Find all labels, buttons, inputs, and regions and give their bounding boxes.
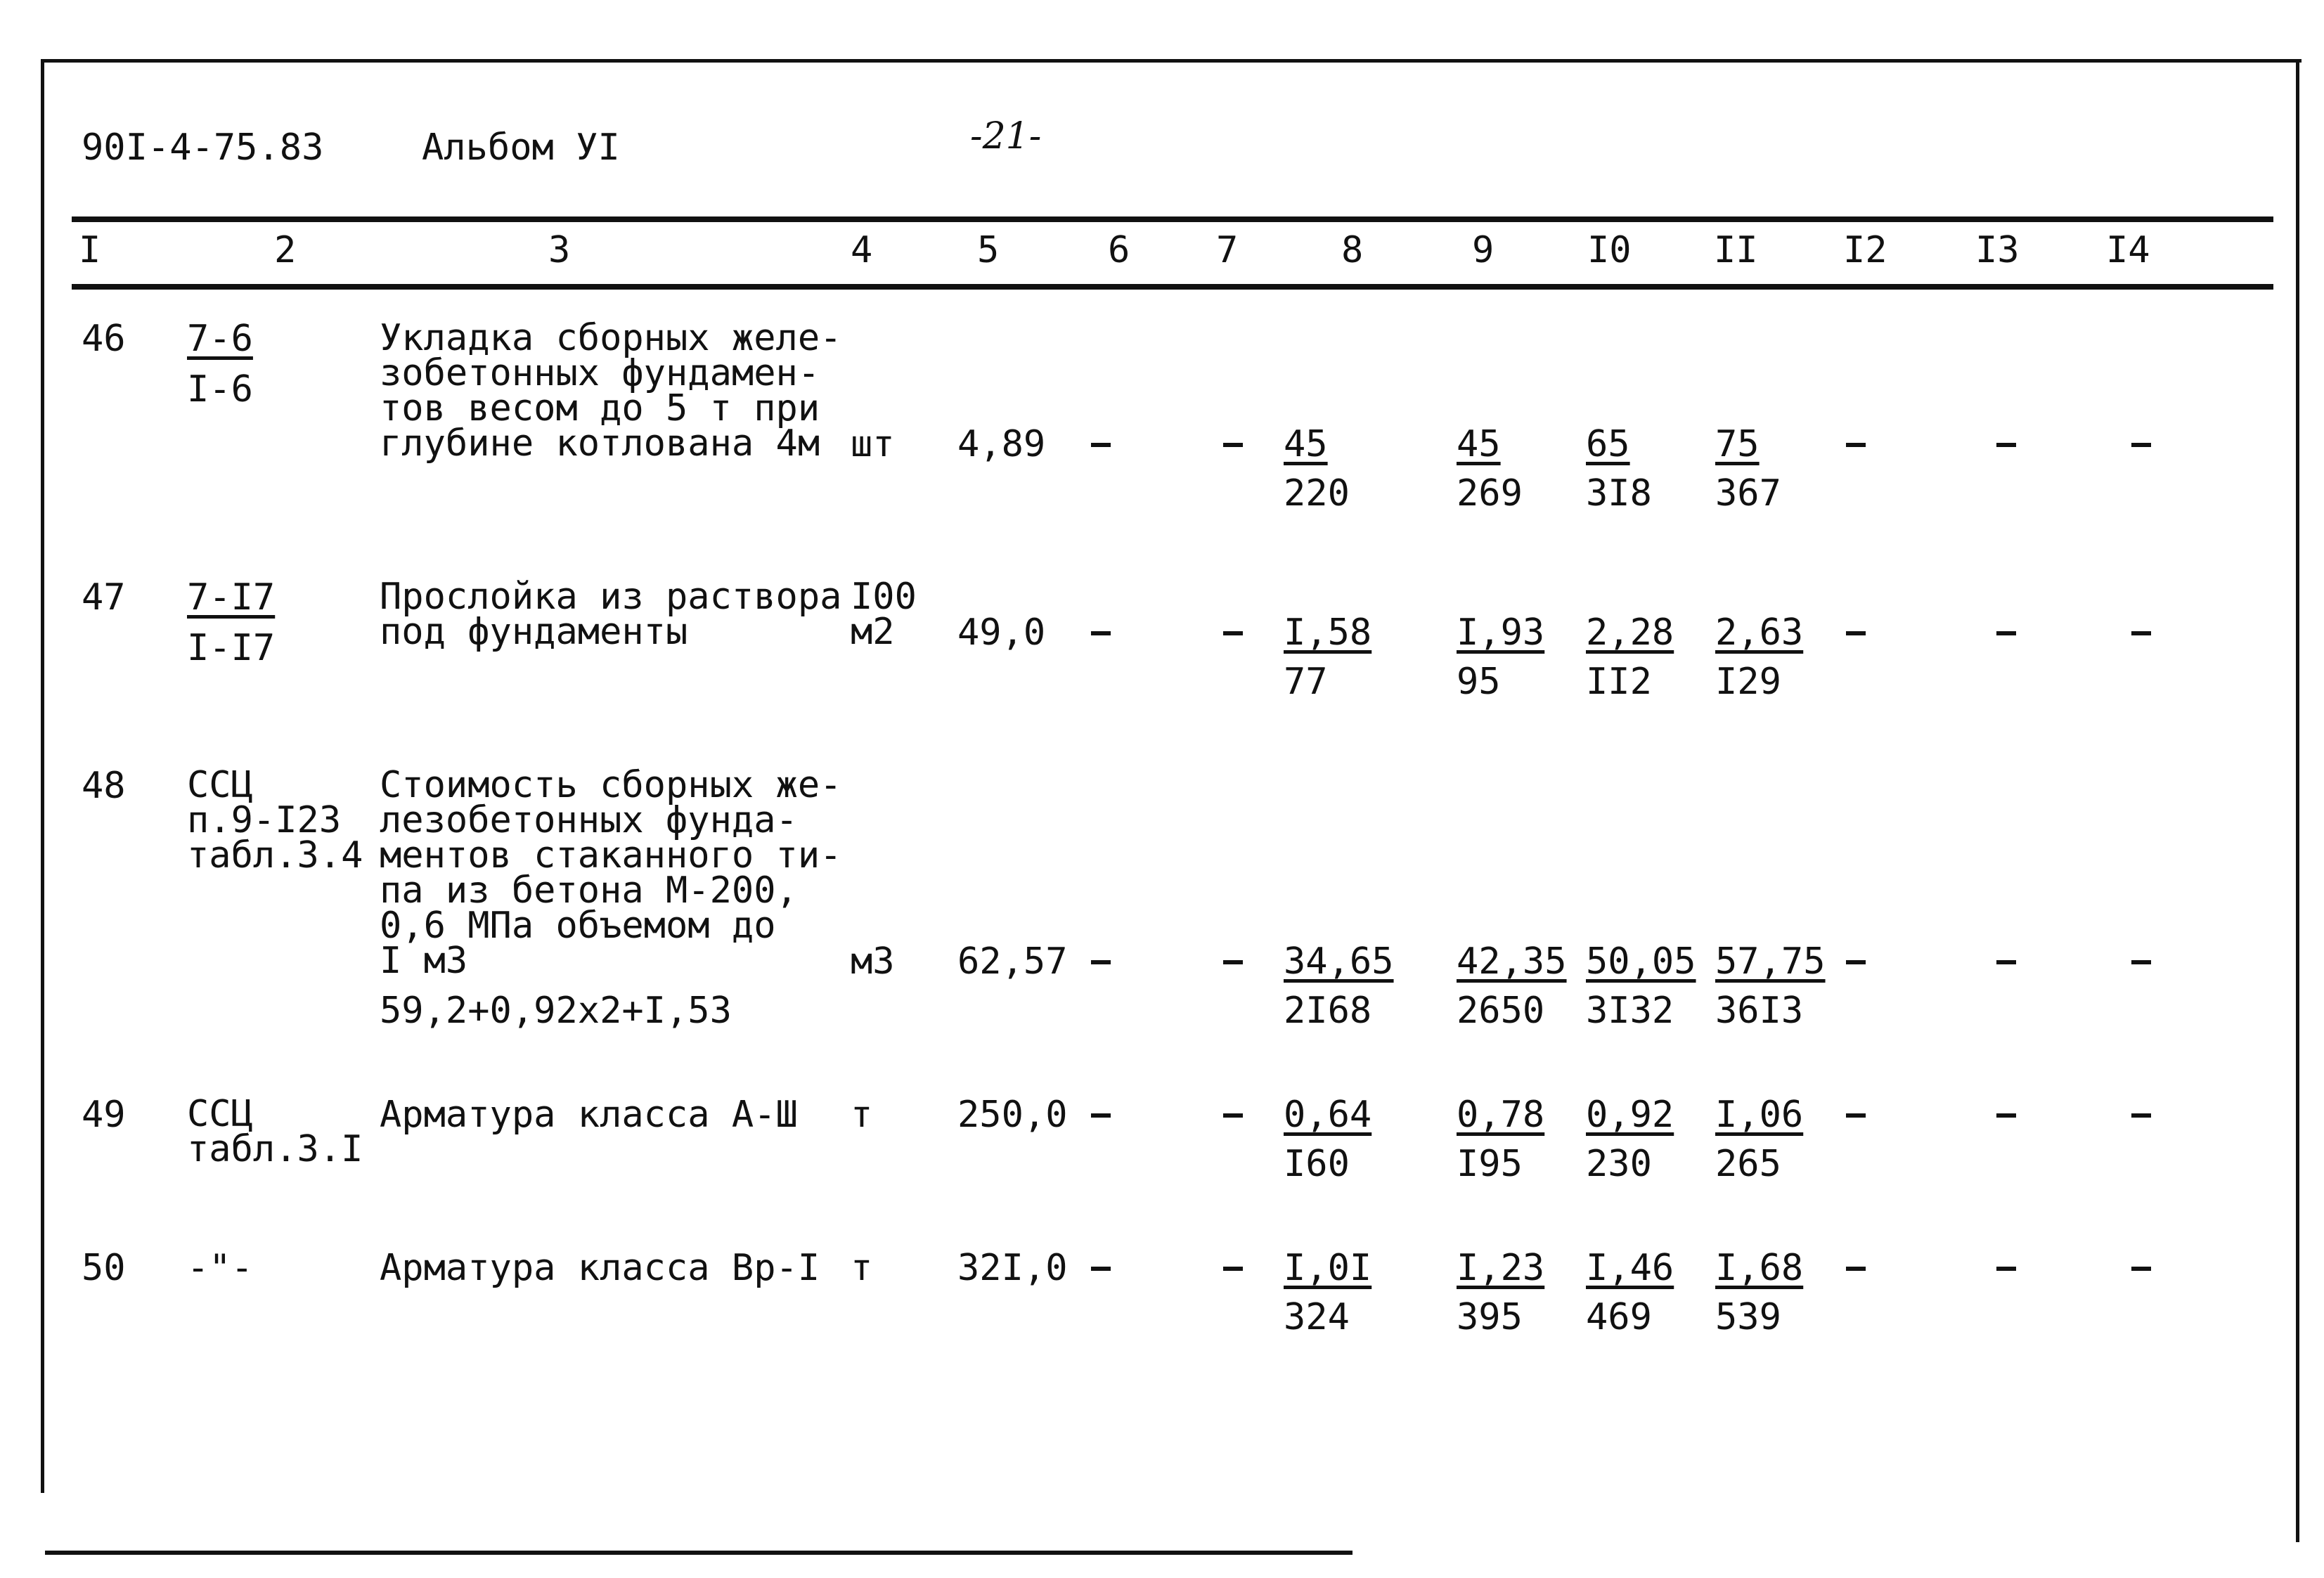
qty-cost-bottom: 220 xyxy=(1284,472,1350,515)
dash-col-14 xyxy=(2131,443,2151,447)
rate-code-line: -"- xyxy=(187,1247,253,1289)
unit: т xyxy=(851,1247,873,1289)
unit: м3 xyxy=(851,940,895,983)
qty-cost-bottom: 395 xyxy=(1457,1296,1523,1338)
column-number: 9 xyxy=(1472,229,1495,271)
qty-cost-top: I,93 xyxy=(1457,612,1545,654)
rate-code-line: ССЦ xyxy=(187,764,253,806)
dash-col-14 xyxy=(2131,1113,2151,1118)
qty-cost-bottom: 269 xyxy=(1457,472,1523,515)
frame-top-border xyxy=(41,59,2302,63)
frame-left-border xyxy=(41,59,44,1493)
rate-code-line: п.9-I23 xyxy=(187,799,342,841)
dash-col-13 xyxy=(1996,443,2016,447)
qty-cost-top: I,0I xyxy=(1284,1247,1372,1289)
row-number: 47 xyxy=(82,576,126,619)
description-line: тов весом до 5 т при xyxy=(380,387,820,429)
column-number: 2 xyxy=(274,229,297,271)
row-number: 46 xyxy=(82,318,126,360)
rate-code-line: табл.3.I xyxy=(187,1128,363,1170)
row-number: 49 xyxy=(82,1094,126,1136)
column-number: I4 xyxy=(2106,229,2150,271)
header-rule-bottom xyxy=(72,284,2273,290)
description-line: па из бетона М-200, xyxy=(380,869,798,912)
qty-cost-top: 0,92 xyxy=(1586,1094,1674,1136)
qty-cost-bottom: 469 xyxy=(1586,1296,1652,1338)
dash-col-6 xyxy=(1091,1267,1111,1271)
qty-cost-top: I,06 xyxy=(1715,1094,1804,1136)
description-line: лезобетонных фунда- xyxy=(380,799,798,841)
qty-cost-top: 2,28 xyxy=(1586,612,1674,654)
qty-cost-bottom: 95 xyxy=(1457,661,1501,703)
row-number: 48 xyxy=(82,765,126,807)
dash-col-14 xyxy=(2131,1267,2151,1271)
qty-cost-top: 45 xyxy=(1284,423,1328,465)
rate-code-top: 7-I7 xyxy=(187,576,276,619)
unit: I00 м2 xyxy=(851,576,917,653)
description-line: Прослойка из раствора xyxy=(380,576,842,618)
dash-col-12 xyxy=(1846,1267,1866,1271)
dash-col-12 xyxy=(1846,1113,1866,1118)
description-line: I м3 xyxy=(380,940,468,982)
qty-cost-bottom: 3I8 xyxy=(1586,472,1652,515)
qty-cost-top: 0,78 xyxy=(1457,1094,1545,1136)
description-line: зобетонных фундамен- xyxy=(380,352,820,394)
description-line: ментов стаканного ти- xyxy=(380,834,842,877)
document-code: 90I-4-75.83 xyxy=(82,127,324,169)
column-number: 4 xyxy=(851,229,873,271)
qty-cost-bottom: I95 xyxy=(1457,1143,1523,1185)
description-line: глубине котлована 4м xyxy=(380,422,820,465)
qty-cost-bottom: I60 xyxy=(1284,1143,1350,1185)
unit-price: 49,0 xyxy=(957,612,1046,654)
dash-col-12 xyxy=(1846,443,1866,447)
row-number: 50 xyxy=(82,1247,126,1289)
qty-cost-bottom: 3I32 xyxy=(1586,990,1674,1032)
rate-code-bottom: I-I7 xyxy=(187,627,276,669)
column-number: I0 xyxy=(1587,229,1632,271)
qty-cost-top: 65 xyxy=(1586,423,1630,465)
qty-cost-top: 75 xyxy=(1715,423,1760,465)
qty-cost-bottom: 36I3 xyxy=(1715,990,1804,1032)
dash-col-7 xyxy=(1223,1113,1243,1118)
qty-cost-top: I,68 xyxy=(1715,1247,1804,1289)
frame-right-border xyxy=(2296,59,2299,1542)
qty-cost-bottom: I29 xyxy=(1715,661,1781,703)
unit-price: 32I,0 xyxy=(957,1247,1068,1289)
qty-cost-top: 45 xyxy=(1457,423,1501,465)
dash-col-7 xyxy=(1223,443,1243,447)
rate-code-line: ССЦ xyxy=(187,1093,253,1135)
dash-col-7 xyxy=(1223,631,1243,635)
unit: т xyxy=(851,1094,873,1136)
qty-cost-bottom: 230 xyxy=(1586,1143,1652,1185)
dash-col-13 xyxy=(1996,1113,2016,1118)
column-number: I3 xyxy=(1975,229,2020,271)
qty-cost-bottom: 265 xyxy=(1715,1143,1781,1185)
column-number: 8 xyxy=(1341,229,1364,271)
rate-code-top: 7-6 xyxy=(187,318,253,360)
description-line: под фундаменты xyxy=(380,611,688,653)
qty-cost-bottom: 2I68 xyxy=(1284,990,1372,1032)
column-number: I2 xyxy=(1843,229,1887,271)
column-number: II xyxy=(1714,229,1758,271)
bottom-rule xyxy=(45,1551,1353,1555)
column-number: 7 xyxy=(1216,229,1239,271)
page-number: -21- xyxy=(970,115,1042,157)
column-number: 5 xyxy=(977,229,1000,271)
dash-col-12 xyxy=(1846,631,1866,635)
qty-cost-bottom: 367 xyxy=(1715,472,1781,515)
qty-cost-top: I,23 xyxy=(1457,1247,1545,1289)
album-label: Альбом УI xyxy=(422,127,620,169)
description-line: Арматура класса А-Ш xyxy=(380,1094,798,1136)
dash-col-7 xyxy=(1223,960,1243,964)
description-line: Стоимость сборных же- xyxy=(380,764,842,806)
dash-col-6 xyxy=(1091,960,1111,964)
qty-cost-bottom: 2650 xyxy=(1457,990,1545,1032)
price-formula: 59,2+0,92х2+I,53 xyxy=(380,990,732,1032)
unit-price: 4,89 xyxy=(957,423,1046,465)
qty-cost-top: 57,75 xyxy=(1715,940,1826,983)
qty-cost-top: 42,35 xyxy=(1457,940,1567,983)
header-rule-top xyxy=(72,216,2273,222)
qty-cost-top: 34,65 xyxy=(1284,940,1394,983)
dash-col-14 xyxy=(2131,960,2151,964)
dash-col-6 xyxy=(1091,1113,1111,1118)
dash-col-7 xyxy=(1223,1267,1243,1271)
unit-price: 62,57 xyxy=(957,940,1068,983)
column-number: I xyxy=(79,229,101,271)
unit: шт xyxy=(851,423,895,465)
description-line: Арматура класса Вр-I xyxy=(380,1247,820,1289)
qty-cost-bottom: 324 xyxy=(1284,1296,1350,1338)
qty-cost-top: 50,05 xyxy=(1586,940,1696,983)
qty-cost-top: 0,64 xyxy=(1284,1094,1372,1136)
dash-col-13 xyxy=(1996,631,2016,635)
unit-price: 250,0 xyxy=(957,1094,1068,1136)
qty-cost-top: I,46 xyxy=(1586,1247,1674,1289)
column-number: 3 xyxy=(548,229,571,271)
qty-cost-bottom: II2 xyxy=(1586,661,1652,703)
description-line: Укладка сборных желе- xyxy=(380,317,842,359)
qty-cost-bottom: 539 xyxy=(1715,1296,1781,1338)
qty-cost-top: I,58 xyxy=(1284,612,1372,654)
dash-col-6 xyxy=(1091,631,1111,635)
dash-col-13 xyxy=(1996,1267,2016,1271)
rate-code-bottom: I-6 xyxy=(187,368,253,410)
dash-col-12 xyxy=(1846,960,1866,964)
qty-cost-bottom: 77 xyxy=(1284,661,1328,703)
rate-code-line: табл.3.4 xyxy=(187,834,363,877)
description-line: 0,6 МПа объемом до xyxy=(380,905,776,947)
dash-col-6 xyxy=(1091,443,1111,447)
dash-col-13 xyxy=(1996,960,2016,964)
qty-cost-top: 2,63 xyxy=(1715,612,1804,654)
column-number: 6 xyxy=(1108,229,1130,271)
dash-col-14 xyxy=(2131,631,2151,635)
